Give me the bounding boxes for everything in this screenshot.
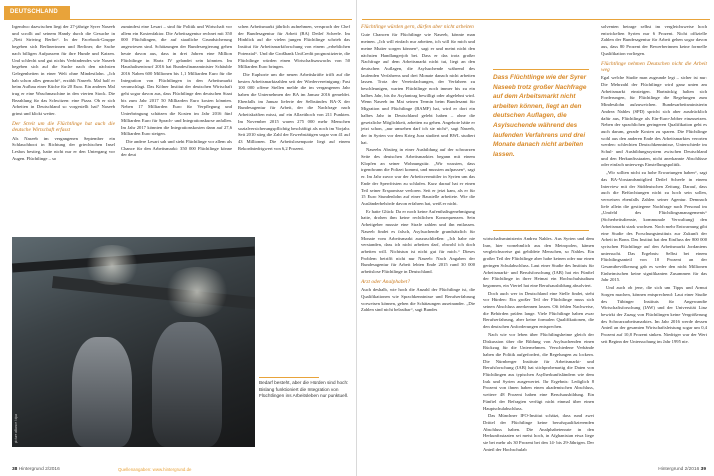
pullquote-rule	[493, 230, 589, 231]
paragraph: „Wir sollten nicht zu hohe Erwartungen haben“, sagt das BA-Vorstandsmitglied Detlef Scheele in einem Interview mit der Süddeutschen Zeitung. Darauf, dass auch die Befürchtungen nicht zu hoch sein sollen, verweisen ebenfalls Zahlen seiner Agentur. Demnach liefe allein die gestiegene Nachfrage nach Personal im „Umfeld des Flüchtlingsmanagements“ (Sicherheitsdienste, kommunale Verwaltung) den Arbeitsmarkt stark wachsen. Noch mehr Entwarnung gibt eine Studie des Forschungsinstituts zur Zukunft der Arbeit in Bonn. Das Institut hat den Einfluss der 800 000 syrischen Flüchtlinge auf den Arbeitsmarkt Jordaniens untersucht. Das Ergebnis: Selbst bei einem Flüchtlingsanteil von 10 Prozent an der Gesamtbevölkerung gab es weder den nicht Millionen Einheimischen keine signifikanten Zusammen für das Jahr 2015.	[601, 170, 708, 283]
photo-caption: Bedarf besteht, aber die Hürden sind hoch: Bislang funktioniert die Integration von Flüchtlingen ins Arbeitsleben nur punktuell.	[259, 380, 349, 399]
left-footer	[12, 467, 60, 472]
paragraph: Irgendwo dazwischen liegt der 27-jährige Syrer Naseeb und scrollt auf seinem Handy durch die Gesuche in „Nett Striving Berlin“. In der Facebook-Gruppe begeben sich Berlinerinnen und Berliner, die Sache nach billigen Aufpassern für ihre Hunde und Katzen. Und schlecht und gut nichts Verbindendes wie Naseeb begeben sich auf die Suche nach den nächsten Gelegenheiten in einer Welt ohne Mindestlohn. „Ich hab schon alles gemacht“, erzählt Naseeb. Mal half er beim Aufbau einer Küche für 20 Euro. Ein anderes Mal trug er eine Waschmaschine in den vierten Stock. Die Bezahlung für das Schwitzen: eine Pizza. Ob er sich Arbeiten in Deutschland so vorgestellt hat? Naseeb grinst und klickt weiter.	[12, 24, 115, 117]
page-number: 38	[12, 467, 18, 472]
paragraph: Egal welche Studie man zugrunde legt – sicher ist nur: Die Mehrzahl der Flüchtlinge wird ganz unten am Arbeitsmarkt einsteigen. Hartnäckig halten sich Forderungen, für Flüchtlinge die Regelungen zum Mindestlohn aufzuweichen. Bundesarbeitsministerin Andrea Nahles (SPD) spricht sich aber ausdrücklich dafür aus, Flüchtlinge als Ein-Euro-Jobber einzusetzen. Neben der sprachlichen geringeren Qualifikation geht es auch darum, gerade Kosten zu sparen. Die Flüchtlinge wohl aus den anderen Ende des Arbeitsmarktes verorten werden: schlechten Deutschkenntnisse, Unterschiede im Schul- und Ausbildungssystem zwischen Deutschland und den Herkunftsstaaten, nicht anerkannte Abschlüsse oder einfach unterwegs Einstellungspolitik.	[601, 75, 707, 168]
paragraph: zumindest eine Lesart – sind für Politik und Wirtschaft vor allem ein Kostenfaktor. Die Arbeitsagentur rechnet mit 350 000 Flüchtlingen, die auf staatliche Grundsicherung angewiesen sind. Schätzungen der Bundesregierung gehen heute davon aus, dass in drei Jahren eine Million Flüchtlinge in Hartz IV gelandet sein könnten. Im Haushaltsentwurf 2016 hat Bundesfinanzminister Schäuble 2016 Naben 600 Millionen bis 1,1 Milliarden Euro für die Integration von Flüchtlingen in den Arbeitsmarkt veranschlagt. Das Kölner Institut der deutschen Wirtschaft geht sogar davon aus, dass Flüchtlinge den deutschen Staat bis zum Jahr 2017 50 Milliarden Euro kosten könnten. Neben 17 Milliarden Euro für Verpflegung und Unterbringung schätzen die Kosten im Jahr 2016 fünf Milliarden Euro für Sprach- und Integrationskurse anfallen. Im Jahr 2017 könnten die Integrationskosten dann auf 27,6 Milliarden Euro steigen.	[121, 24, 232, 137]
left-col-1	[12, 24, 115, 163]
paragraph: Und auch ob jene, die sich um Tipps und Armut Sorgen machen, können entsprechend: Laut einer Studie des Tübinger Instituts für Angewandte Wirtschaftsforschung (IAW) und der Universität Linz bewirkt der Zuzug von Flüchtlingen keine Vergrößerung des Schwarzarbeitsmarktes. Im Jahr 2016 werde dessen Anteil an der gesamten Wirtschaftsleistung sogar um 0,4 Prozent auf 10,8 Prozent sinken. Niedriger war der Wert seit Beginn der Untersuchung im Jahr 1995 nie.	[601, 285, 707, 344]
paragraph: Die Euphorie um die neuen Arbeitskräfte trifft auf die besten Arbeitsmarktzahlen seit der Wiedervereinigung: Fast 100 000 offene Stellen melde die im vergangenen Jahr haben die Unternehmen der BA im Januar 2016 gemeldet. Ebenfalls im Januar lieferte der Selbstindex BA-X der Bundesagentur für Arbeit, der die Nachfrage nach Arbeitskräften misst, auf ein Allzeithoch von 211 Punkten. Im November 2015 waren 275 000 mehr Menschen sozialversicherungspflichtig beschäftigt als noch im Vorjahr. Seit 2010 stieg die Zahl der Erwerbstätigen sogar von 41 auf 43 Millionen. Die Arbeitslosenquote liegt auf einem Rekordniedrigwert von 6,2 Prozent.	[238, 71, 350, 151]
right-col-2	[483, 236, 594, 455]
right-page	[357, 0, 714, 476]
subheading: Flüchtlinge nehmen Deutschen nicht die Arbeit weg	[601, 60, 707, 73]
subheading: Arzt oder Analphabet?	[361, 278, 411, 285]
paragraph: wirtschaftsministerin Andrea Nahles. Aus Syrien und dem Iran, hier vornehmlich aus den Metropolen, kämen vergleichsweise gut gebildete Menschen, so Nahles. Ein großer Teil der Flüchtlinge aber habe keinen oder nur einen geringen Schulabschluss. Laut einer Studie des Instituts für Arbeitsmarkt- und Berufsforschung (IAB) hat ein Fünftel der Flüchtlinge in ihrer Heimat ein Hochschulstudium begonnen, ein Viertel hat eine Berufsausbildung absolviert.	[483, 236, 594, 288]
paragraph: Die andere Lesart sah und sieht Flüchtlinge vor allem als Chance für den Arbeitsmarkt: 350 000 Flüchtlinge könne der deut	[121, 138, 232, 158]
section-tag: DEUTSCHLAND	[4, 6, 70, 19]
pullquote-rule	[493, 69, 589, 70]
paragraph: solventen betrage selbst im vergleichsweise hoch entwickelten Syrien nur 6 Prozent. Nicht offizielle Zahlen der Bundesagentur für Arbeit gehen sogar davon aus, dass 80 Prozent der Bewerberinnen keine formelle Qualifikation vorliegen.	[601, 24, 707, 56]
paragraph: Naseebs Abstieg in einer Ausbildung auf der schwarzen Seite des deutschen Arbeitsmarktes begann mit einem Klopfen an seiner Wohnungstür. „Wir wussten, dass irgendwann die Polizei kommt, und mussten aufpassen“, sagt er. Im Jahr zuvor war der Arbeitsvermittler in Syrien um das Ende der Sperrfristen zu schlafen. Kurz darauf hat er einen Teil seiner Ersparnisse verloren. Seit er jetzt kam, als er für 15 Euro Stundenlohn auf einer Baustelle arbeitete. Wie die Ausländerbehörde davon erfahren hat, weiß er nicht.	[361, 147, 475, 206]
paragraph: schen Arbeitsmarkt jährlich aufnehmen, versprach der Chef der Bundesagentur für Arbeit (BA) Detlef Scheele. Im Hinblick auf die vielen jungen Flüchtlinge schrieb das Institut für Arbeitsmarktforschung von einem „erheblichen Potenzial“. Und die Großbank UniCredit prognostizierte, die Flüchtlinge würden einen Wirtschaftszuwachs von 50 Milliarden Euro bringen.	[238, 24, 350, 70]
photo-worker	[72, 337, 132, 447]
left-col-3	[238, 24, 350, 153]
right-col-1	[361, 24, 475, 315]
top-rule	[4, 19, 352, 20]
photo-light	[82, 245, 142, 285]
issue-label: Hintergrund 2/2016	[18, 467, 60, 472]
caption-rule	[259, 377, 319, 378]
paragraph: Auch deshalb, wie hoch die Anzahl der Flüchtlinge ist, die Qualifikationen wie Sprachkenntnisse und Berufserfahrung vorweisen können, gehen die Schätzungen auseinander. „Die Zahlen sind nicht belastbar“, sagt Bundes	[361, 287, 475, 313]
subheading: Flüchtlinge würden gern, dürfen aber nicht arbeiten	[361, 24, 474, 30]
paragraph: Als Naseeb im vergangenen September ein Schlauchboot in Richtung der griechischen Insel Lesbos bestieg, hatte nicht nur er den Untergang vor Augen. Flüchtlinge – so	[12, 135, 115, 161]
photo-worker	[152, 322, 222, 447]
issue-label: Hintergrund 2/2016	[658, 467, 700, 472]
paragraph: Er hatte Glück: Da er noch keine Aufenthaltsgenehmigung hatte, drohen ihm keine rechtlichen Konsequenzen. Sein Arbeitgeber musste eine Strafe zahlen und ihn entlassen. Naseeb findet es falsch, Asylsuchende grundsätzlich für Monate vom Arbeitsmarkt auszuschließen: „Ich habe nie verstanden, dass ich nicht arbeiten darf, obwohl ich doch arbeiten will. Nichtstun ist nicht gut für mich.“ Dieses Problem betrifft nicht nur Naseeb: Nach Angaben der Bundesagentur für Arbeit lebten Ende 2015 rund 30 000 arbeitslose Flüchtlinge in Deutschland.	[361, 208, 475, 275]
right-footer	[658, 467, 706, 472]
right-col-3	[601, 24, 707, 346]
top-rule	[362, 19, 710, 20]
paragraph: Das Münchner IFO-Institut schätzt, dass rund zwei Drittel der Flüchtlinge keine berufsqualifizierenden Abschluss haben. Die Analphabetenrate in den Herkunftsstaaten sei meist hoch, in Afghanistan etwa liege sie bei mehr als 30 Prozent bei den 14- bis 29-Jährigen. Der Anteil der Hochschulab	[483, 413, 594, 452]
workshop-photo	[12, 237, 255, 447]
subheading: Der Streit um die Flüchtlinge hat auch die deutsche Wirtschaft erfasst	[12, 120, 115, 134]
source-note: Quellenangaben: www.hintergrund.de	[118, 467, 192, 472]
pull-quote: Dass Flüchtlinge wie der Syrer Naseeb trotz großer Nachfrage auf dem Arbeitsmarkt nicht arbeiten können, liegt an den deutschen Auflagen, die Asylsuchende während des laufenden Verfahrens und drei Monate danach nicht arbeiten lassen.	[493, 74, 587, 158]
paragraph: Nach wie vor leben über Flüchtlingsheime gleich der Diskussion über die Bildung von Asylsuchenden einen Rückzug für die Unternehmen. Verschiedene Verbände haben die Politik aufgefordert, die Regelungen zu lockern. Die Nürnberger Institute für Arbeitsmarkt- und Berufsforschung (IAB) hat stichprobenartig die Daten von Flüchtlingen aus typischen Asylherkunftsländern wie dem Irak und Syrien ausgewertet. Ihr Ergebnis: Lediglich 8 Prozent von ihnen haben einen akademischen Abschluss, weitere 48 Prozent haben eine Berufsausbildung. Ein Fünftel der Befragten verfügt nicht einmal über einen Hauptschulabschluss.	[483, 331, 594, 411]
paragraph: Doch auch wer in Deutschland eine Stelle findet, steht vor Hürden: Ein großer Teil der Flüchtlinge muss sich seinen Abschluss anerkennen lassen. Oft fehlen Nachweise, die Behörden prüfen lange. Viele Flüchtlinge haben zwar Berufserfahrung, aber keine formalen Qualifikationen, die den deutschen Anforderungen entsprechen.	[483, 290, 594, 330]
paragraph: Gute Chancen für Flüchtlinge wie Naseeb, könnte man meinen. „Ich will einfach nur arbeiten, ich will für mich und meine Mutter sorgen können“, sagt er und meint nicht den nächsten Handlangerjob bei. Dass er das trotz großer Nachfrage auf dem Arbeitsmarkt nicht tut, liegt an den deutschen Auflagen, die Asylsuchende während des laufenden Verfahrens und drei Monate danach nicht arbeiten lassen. Trotz der Vereinfachungen, der Verfahren zu beschleunigen, warten Flüchtlinge noch immer bis zu ein halbes Jahr, bis ihr Asylantrag bewilligt oder abgelehnt wird. Wenn Naseeb im Mai seinen Termin beim Bundesamt für Migration und Flüchtlinge (BAMF) hat, wird er dort ein halbes Jahr in Deutschland gelebt haben – ohne die gesetzliche Möglichkeit, arbeiten zu gehen. Angebote hätte er jetzt schon, „nur umsehen darf ich sie nicht“, sagt Naseeb, der in Syrien vor dem Krieg Jura studiert und BWL studiert hat.	[361, 32, 475, 145]
page-number: 39	[700, 467, 706, 472]
left-col-2	[121, 24, 232, 160]
photo-light	[162, 267, 232, 317]
photo-credit: picture alliance / dpa	[14, 413, 18, 443]
